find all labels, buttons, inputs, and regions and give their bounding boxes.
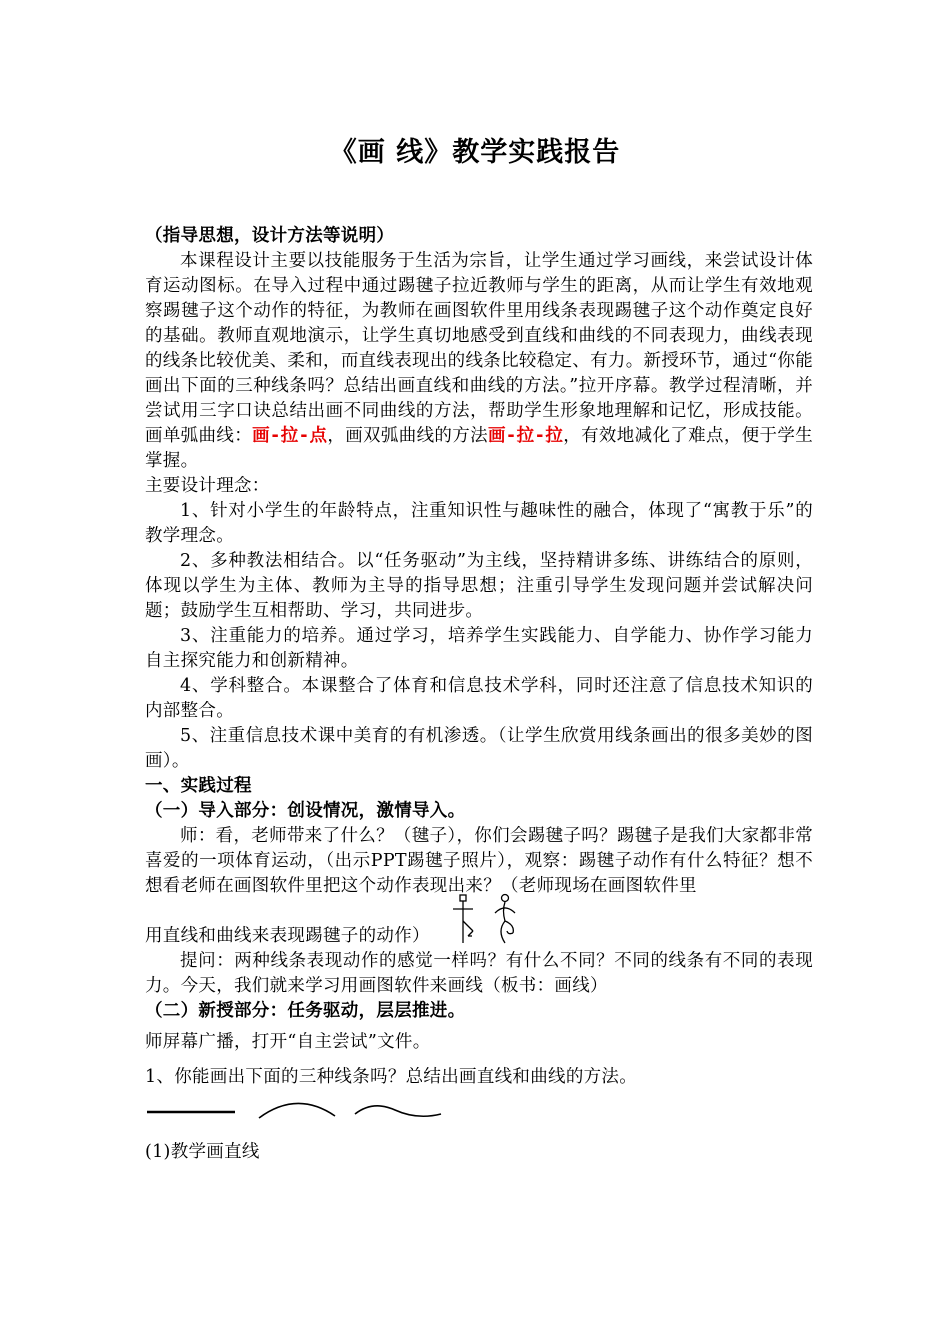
curved-line-figure [495, 895, 515, 944]
straight-line-figure [453, 895, 473, 943]
part2-heading: （二）新授部分：任务驱动，层层推进。 [145, 1001, 466, 1021]
document-body [145, 224, 813, 1165]
three-lines-demo [145, 1098, 813, 1130]
shuttlecock-kick-figures [445, 893, 545, 949]
page-title: 《画 线》教学实践报告 [329, 137, 621, 168]
mnemonic-single-arc: 画-拉-点 [252, 426, 328, 446]
principles-heading: 主要设计理念： [145, 476, 270, 496]
three-lines-figure [145, 1098, 465, 1130]
part1-heading: （一）导入部分：创设情况，激情导入。 [145, 801, 466, 821]
guidance-heading: （指导思想，设计方法等说明） [145, 226, 395, 246]
intro-text-a: 本课程设计主要以技能服务于生活为宗旨，让学生通过学习画线，来尝试设计体育运动图标。在导入过程中通过踢毽子拉近教师与学生的距离，从而让学生有效地观察踢毽子这个动作的特征，为教师在画图软件里用线条表现踢毽子这个动作奠定良好的基础。教师直观地演示，让学生真切地感受到直线和曲线的不同表现力，曲线表现的线条比较优美、柔和，而直线表现出的线条比较稳定、有力。新授环节，通过“你能画出下面的三种线条吗？总结出画直线和曲线的方法。”拉开序幕。教学过程清晰，并尝试用三字口诀总结出画不同曲线的方法，帮助学生形象地理解和记忆，形成技能。画单弧曲线： [145, 251, 813, 446]
part2-paragraph-1: 师屏幕广播，打开“自主尝试”文件。 [145, 1032, 431, 1052]
principle-item-2: 2、多种教法相结合。以“任务驱动”为主线，坚持精讲多练、讲练结合的原则，体现以学生为主体、教师为主导的指导思想；注重引导学生发现问题并尝试解决问题；鼓励学生互相帮助、学习，共同进步。 [145, 551, 813, 621]
part1-paragraph-1-tail: 用直线和曲线来表现踢毽子的动作） [145, 926, 430, 946]
principle-item-5: 5、注重信息技术课中美育的有机渗透。（让学生欣赏用线条画出的很多美妙的图画）。 [145, 726, 813, 771]
principle-item-4: 4、学科整合。本课整合了体育和信息技术学科，同时还注意了信息技术知识的内部整合。 [145, 676, 813, 721]
double-arc-sample [355, 1106, 441, 1116]
intro-text-b: ，画双弧曲线的方法 [327, 426, 488, 446]
single-arc-sample [259, 1103, 335, 1118]
intro-paragraph [145, 249, 813, 474]
part1-paragraph-2: 提问：两种线条表现动作的感觉一样吗？有什么不同？不同的线条有不同的表现力。今天，我们就来学习用画图软件来画线（板书：画线） [145, 951, 813, 996]
section-heading-practice: 一、实践过程 [145, 776, 252, 796]
part2-paragraph-3: (1)教学画直线 [145, 1142, 260, 1162]
intro-text-c: ，有效地减化了难点，便于学生掌握。 [145, 426, 814, 471]
principle-item-1: 1、针对小学生的年龄特点，注重知识性与趣味性的融合，体现了“寓教于乐”的教学理念。 [145, 501, 813, 546]
mnemonic-double-arc: 画-拉-拉 [487, 426, 564, 446]
figure-line [145, 899, 813, 949]
principle-item-3: 3、注重能力的培养。通过学习，培养学生实践能力、自学能力、协作学习能力自主探究能力和创新精神。 [145, 626, 813, 671]
part2-paragraph-2: 1、你能画出下面的三种线条吗？总结出画直线和曲线的方法。 [145, 1067, 638, 1087]
part1-paragraph-1: 师：看，老师带来了什么？（毽子），你们会踢毽子吗？踢毽子是我们大家都非常喜爱的一项体育运动，（出示PPT踢毽子照片），观察：踢毽子动作有什么特征？想不想看老师在画图软件里把这个动作表现出来？（老师现场在画图软件里 [145, 826, 813, 896]
